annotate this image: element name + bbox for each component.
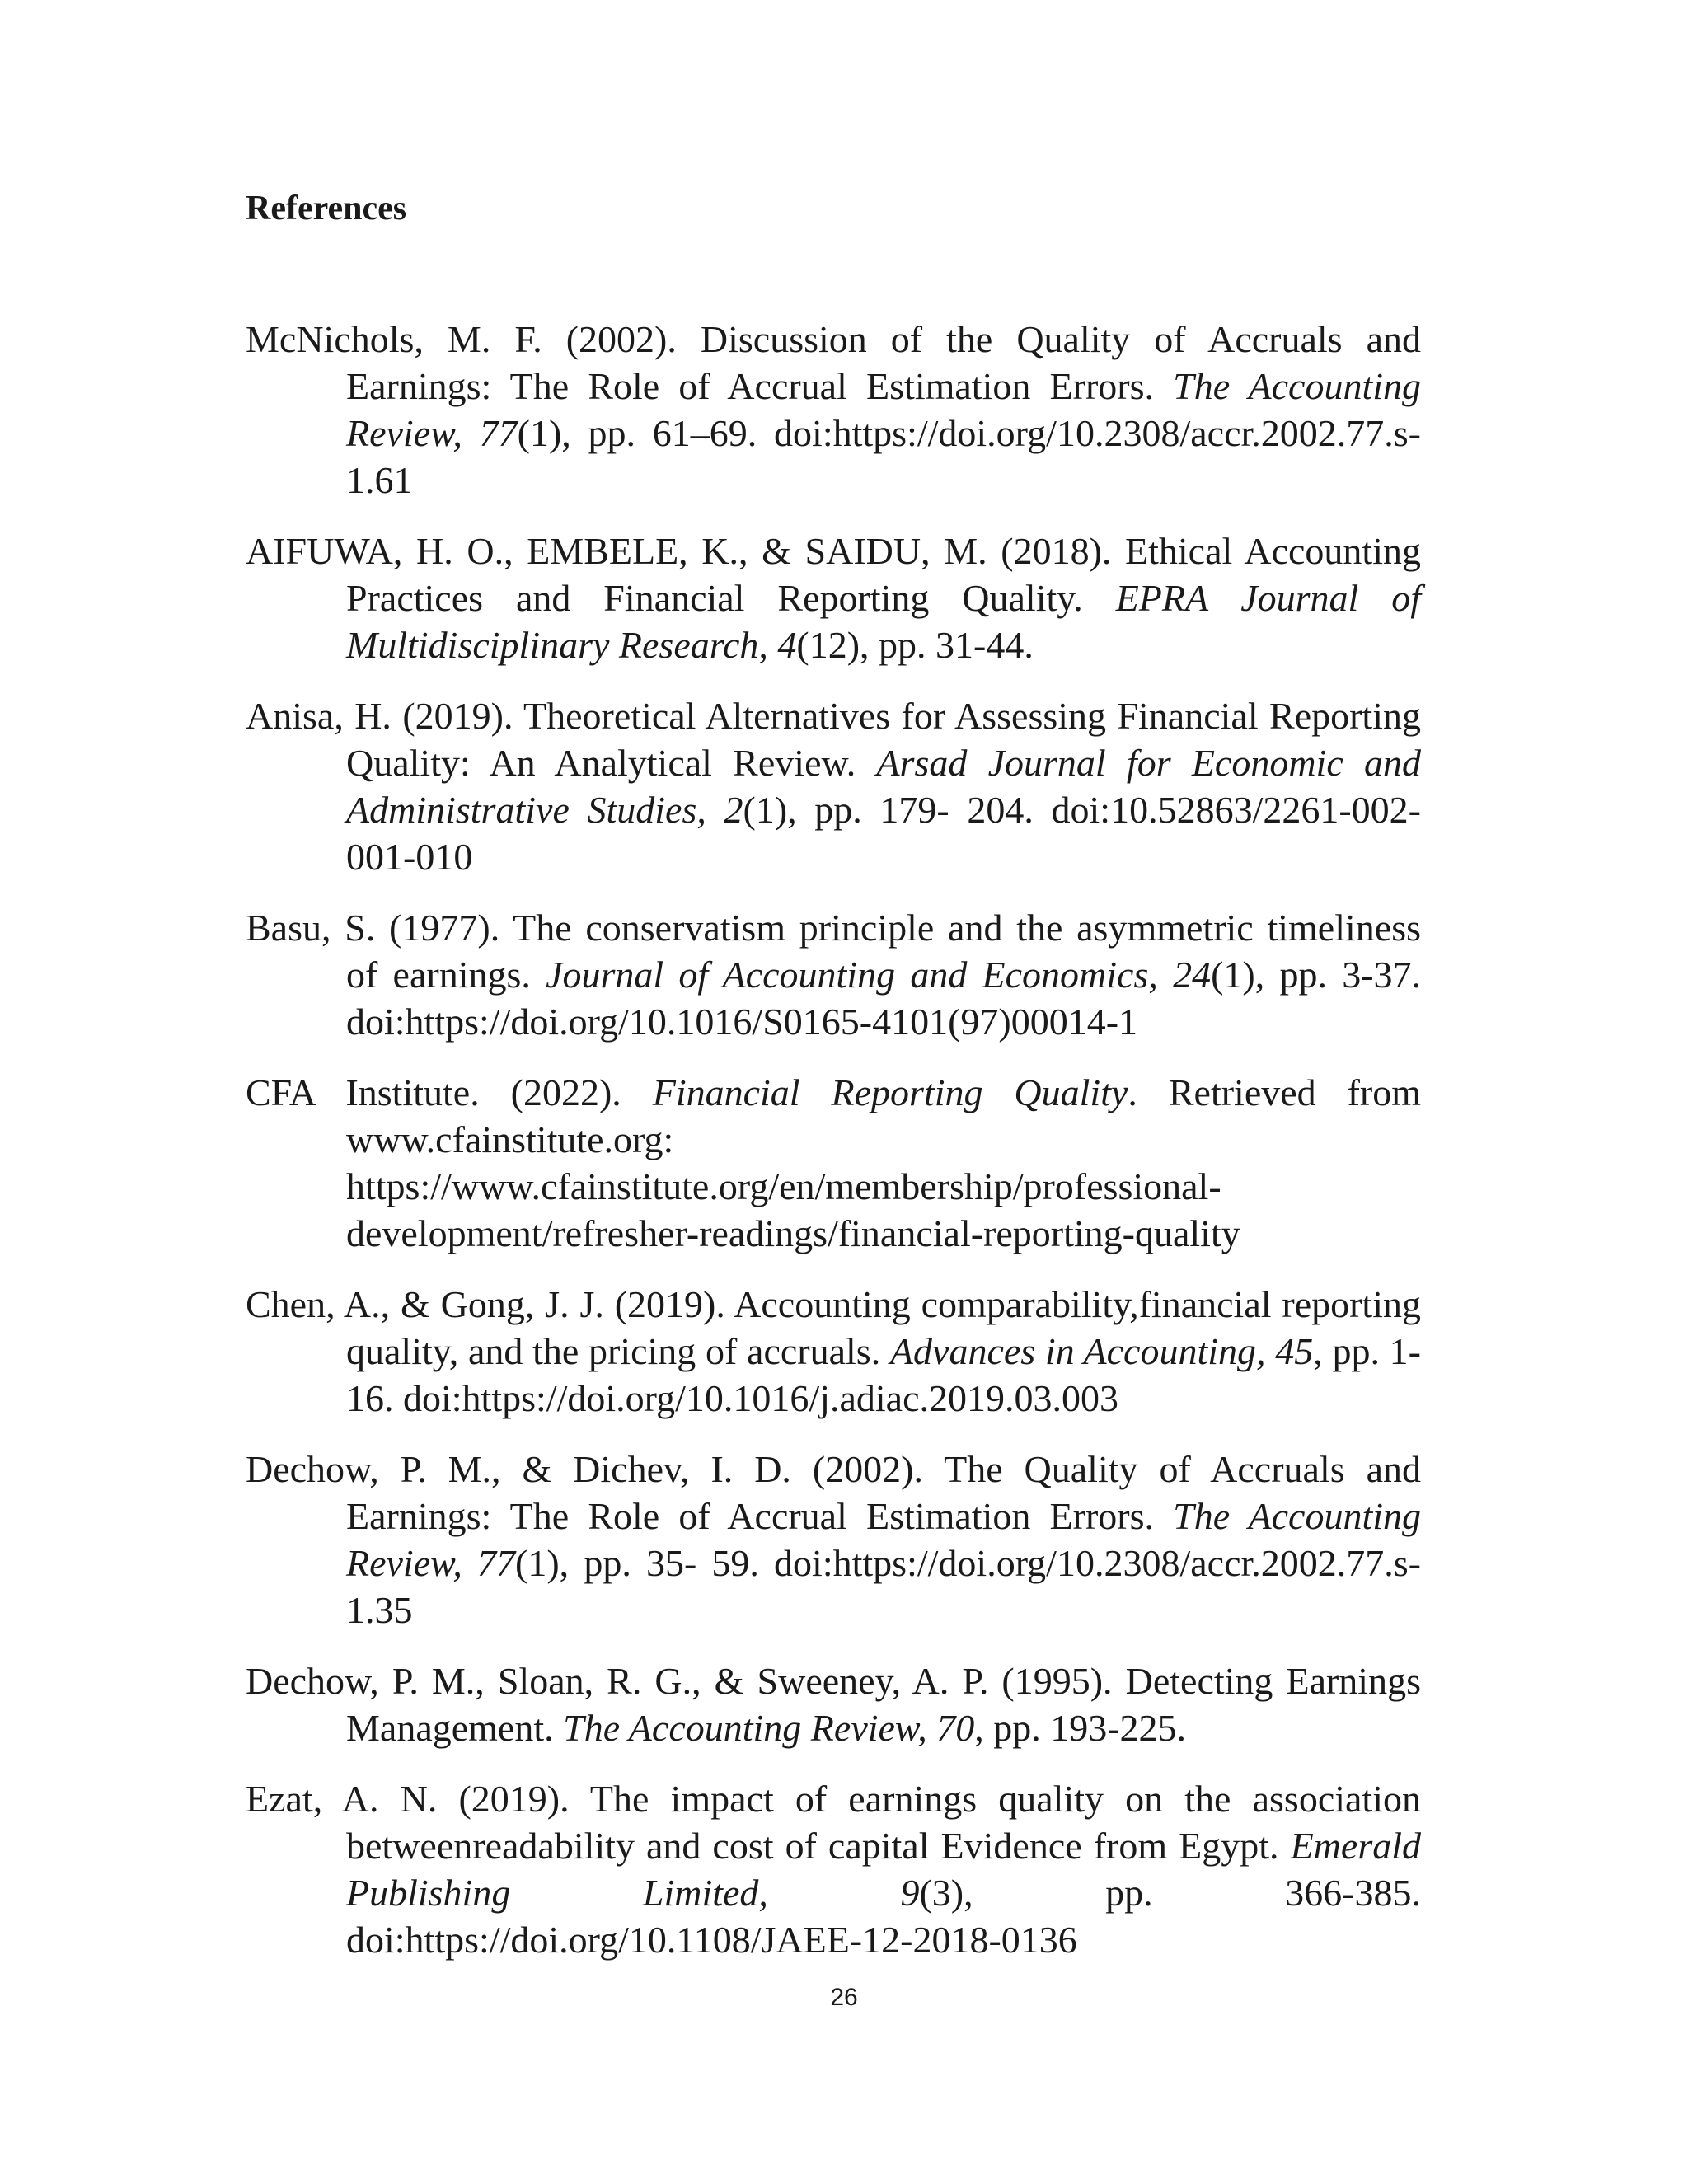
reference-details: . Retrieved from www.cfainstitute.org: https://www.cfainstitute.org/en/membership/professional-development/refresher-readings/financial-reporting-quality xyxy=(346,1071,1422,1254)
reference-text: Chen, A., & Gong, J. J. (2019). Accounting comparability,financial reporting quality, and the pricing of accruals. xyxy=(246,1283,1421,1372)
reference-text: McNichols, M. F. (2002). Discussion of the Quality of Accruals and Earnings: The Role of Accrual Estimation Errors. xyxy=(246,318,1421,407)
reference-entry xyxy=(246,527,1421,668)
reference-entry xyxy=(246,1069,1421,1257)
reference-text: CFA Institute. (2022). xyxy=(246,1071,653,1113)
reference-details: (1), pp. 179- 204. doi:10.52863/2261-002-001-010 xyxy=(346,789,1421,878)
page-heading: References xyxy=(246,190,407,227)
reference-source: The Accounting Review, 77 xyxy=(346,1495,1422,1584)
page-number: 26 xyxy=(830,1984,858,2011)
reference-text: Ezat, A. N. (2019). The impact of earnings quality on the association betweenreadability and cost of capital Evidence from Egypt. xyxy=(246,1778,1421,1867)
reference-source: Emerald Publishing Limited, 9 xyxy=(346,1825,1421,1914)
reference-source: The Accounting Review, 70 xyxy=(563,1707,975,1749)
reference-text: Anisa, H. (2019). Theoretical Alternatives for Assessing Financial Reporting Quality: An Analytical Review. xyxy=(246,695,1421,784)
reference-details: (1), pp. 35- 59. doi:https://doi.org/10.2308/accr.2002.77.s-1.35 xyxy=(346,1542,1421,1631)
reference-entry xyxy=(246,316,1421,504)
reference-list xyxy=(246,316,1421,1987)
reference-text: Dechow, P. M., Sloan, R. G., & Sweeney, A. P. (1995). Detecting Earnings Management. xyxy=(246,1660,1421,1749)
reference-text: AIFUWA, H. O., EMBELE, K., & SAIDU, M. (2018). Ethical Accounting Practices and Financial Reporting Quality. xyxy=(246,530,1421,619)
reference-source: The Accounting Review, 77 xyxy=(346,365,1422,454)
reference-source: Advances in Accounting, 45 xyxy=(889,1330,1314,1372)
reference-entry xyxy=(246,1446,1421,1633)
reference-details: (12), pp. 31-44. xyxy=(796,624,1034,666)
reference-entry xyxy=(246,1657,1421,1751)
reference-source: Journal of Accounting and Economics, 24 xyxy=(546,954,1212,996)
reference-details: (1), pp. 61–69. doi:https://doi.org/10.2308/accr.2002.77.s-1.61 xyxy=(346,412,1421,501)
reference-text: Dechow, P. M., & Dichev, I. D. (2002). The Quality of Accruals and Earnings: The Role of Accrual Estimation Errors. xyxy=(246,1448,1421,1537)
reference-source: Financial Reporting Quality xyxy=(652,1071,1128,1113)
reference-details: (1), pp. 3-37. doi:https://doi.org/10.1016/S0165-4101(97)00014-1 xyxy=(346,954,1422,1043)
reference-entry xyxy=(246,692,1421,880)
reference-details: , pp. 1-16. doi:https://doi.org/10.1016/j.adiac.2019.03.003 xyxy=(346,1330,1421,1419)
reference-entry xyxy=(246,1775,1421,1963)
reference-details: (3), pp. 366-385. doi:https://doi.org/10.1108/JAEE-12-2018-0136 xyxy=(346,1872,1421,1961)
reference-entry xyxy=(246,1281,1421,1422)
reference-details: , pp. 193-225. xyxy=(974,1707,1187,1749)
reference-source: EPRA Journal of Multidisciplinary Research, 4 xyxy=(346,577,1421,666)
reference-entry xyxy=(246,904,1421,1045)
reference-text: Basu, S. (1977). The conservatism principle and the asymmetric timeliness of earnings. xyxy=(246,907,1421,996)
reference-source: Arsad Journal for Economic and Administrative Studies, 2 xyxy=(346,742,1421,831)
